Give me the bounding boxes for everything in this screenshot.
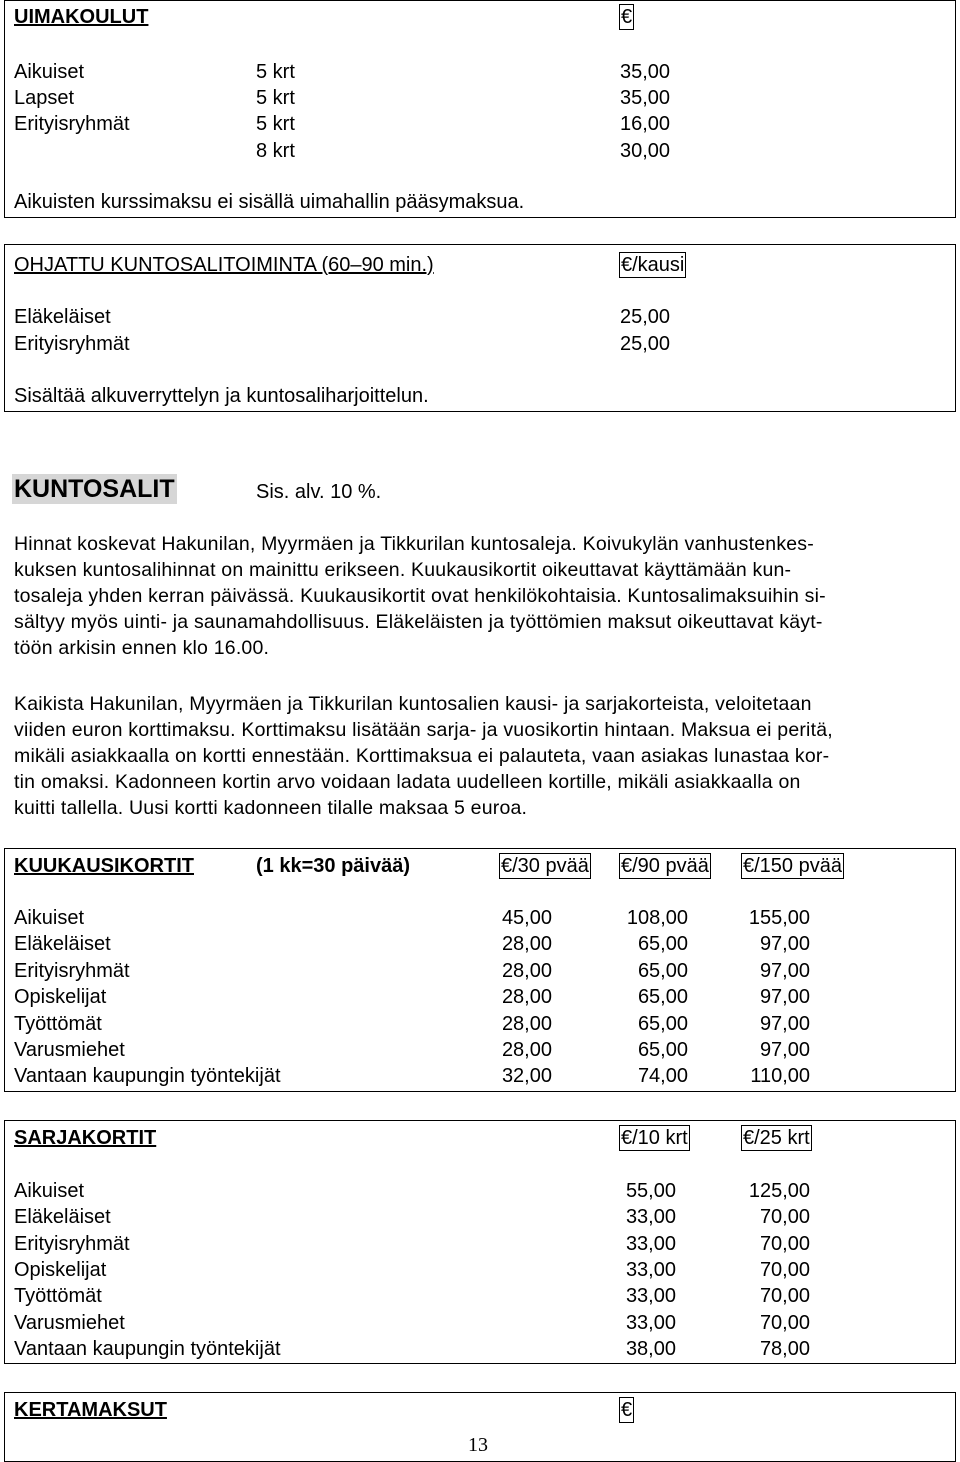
kuntosalit-title: KUNTOSALIT — [14, 475, 175, 503]
kuukausikortit-row-label: Varusmiehet — [14, 1039, 125, 1061]
kuukausikortit-row-90: 108,00 — [626, 907, 688, 929]
sarjakortit-header-25: €/25 krt — [743, 1127, 810, 1149]
sarjakortit-row-label: Opiskelijat — [14, 1258, 107, 1281]
uimakoulut-row-times: 5 krt — [256, 61, 295, 83]
sarjakortit-row-label: Työttömät — [14, 1285, 102, 1308]
paragraph-line: sältyy myös uinti- ja saunamahdollisuus. Eläkeläisten ja työttömien maksut oikeuttavat käyt- — [14, 611, 823, 633]
kuukausikortit-row-label: Vantaan kaupungin työntekijät — [14, 1065, 281, 1088]
uimakoulut-row-price: 30,00 — [620, 140, 671, 162]
kuukausikortit-row-30: 28,00 — [501, 1012, 552, 1035]
paragraph-line: kuksen kuntosalihinnat on mainittu erikseen. Kuukausikortit oikeuttavat käyttämään kun- — [14, 559, 792, 581]
ohjattu-note: Sisältää alkuverryttelyn ja kuntosaliharjoittelun. — [14, 385, 429, 407]
sarjakortit-row-label: Varusmiehet — [14, 1311, 125, 1334]
sarjakortit-row-25: 78,00 — [759, 1337, 810, 1360]
paragraph-line: mikäli asiakkaalla on kortti ennestään. Korttimaksua ei palauteta, vaan asiakas lunastaa kor- — [14, 745, 830, 767]
kuukausikortit-row-90: 65,00 — [637, 959, 688, 982]
uimakoulut-row-label: Lapset — [14, 87, 75, 109]
sarjakortit-title: SARJAKORTIT — [14, 1127, 157, 1149]
sarjakortit-row-label: Aikuiset — [14, 1180, 85, 1202]
kuukausikortit-row-150: 110,00 — [750, 1065, 810, 1088]
sarjakortit-row-10: 55,00 — [625, 1180, 676, 1202]
ohjattu-row-label: Erityisryhmät — [14, 333, 130, 355]
sarjakortit-section — [4, 1120, 956, 1364]
uimakoulut-row-price: 35,00 — [620, 61, 671, 83]
uimakoulut-row-label: Aikuiset — [14, 61, 85, 83]
ohjattu-row-price: 25,00 — [620, 333, 671, 355]
kuntosalit-paragraph-2 — [14, 691, 924, 821]
sarjakortit-row-25: 125,00 — [748, 1180, 810, 1202]
sarjakortit-row-25: 70,00 — [759, 1285, 810, 1308]
kuukausikortit-subtitle: (1 kk=30 päivää) — [256, 855, 410, 877]
paragraph-line: töön arkisin ennen klo 16.00. — [14, 637, 270, 659]
uimakoulut-row-times: 8 krt — [256, 140, 295, 162]
kuukausikortit-row-150: 155,00 — [748, 907, 810, 929]
kuukausikortit-header-30: €/30 pvää — [501, 855, 589, 877]
kuukausikortit-row-label: Aikuiset — [14, 907, 85, 929]
sarjakortit-row-25: 70,00 — [759, 1258, 810, 1281]
kuukausikortit-row-150: 97,00 — [759, 986, 810, 1009]
uimakoulut-currency-header: € — [621, 6, 633, 28]
sarjakortit-header-10: €/10 krt — [621, 1127, 688, 1149]
kuntosalit-vat: Sis. alv. 10 %. — [256, 481, 382, 503]
sarjakortit-row-label: Vantaan kaupungin työntekijät — [14, 1337, 281, 1360]
kuukausikortit-row-90: 65,00 — [637, 1012, 688, 1035]
uimakoulut-row-times: 5 krt — [256, 113, 295, 135]
sarjakortit-row-10: 38,00 — [625, 1337, 676, 1360]
sarjakortit-row-25: 70,00 — [759, 1206, 810, 1229]
kuukausikortit-row-150: 97,00 — [759, 1012, 810, 1035]
paragraph-line: kuitti tallella. Uusi kortti kadonneen tilalle maksaa 5 euroa. — [14, 797, 528, 819]
uimakoulut-title: UIMAKOULUT — [14, 6, 149, 28]
paragraph-line: tin omaksi. Kadonneen kortin arvo voidaan ladata uudelleen kortille, mikäli asiakkaalla on — [14, 771, 801, 793]
kuukausikortit-row-label: Opiskelijat — [14, 986, 107, 1009]
sarjakortit-row-10: 33,00 — [625, 1258, 676, 1281]
ohjattu-row-label: Eläkeläiset — [14, 306, 111, 328]
ohjattu-unit-header: €/kausi — [621, 254, 685, 276]
kuukausikortit-row-30: 28,00 — [501, 933, 552, 956]
kuukausikortit-row-30: 45,00 — [501, 907, 552, 929]
sarjakortit-row-25: 70,00 — [759, 1311, 810, 1334]
sarjakortit-row-10: 33,00 — [625, 1232, 676, 1255]
kuukausikortit-row-150: 97,00 — [759, 959, 810, 982]
kuukausikortit-row-label: Työttömät — [14, 1012, 102, 1035]
uimakoulut-section — [4, 0, 956, 218]
kuukausikortit-title: KUUKAUSIKORTIT — [14, 855, 194, 877]
kuukausikortit-row-150: 97,00 — [759, 1039, 810, 1061]
sarjakortit-row-10: 33,00 — [625, 1311, 676, 1334]
kuukausikortit-row-label: Erityisryhmät — [14, 959, 130, 982]
kuntosalit-paragraph-1 — [14, 531, 924, 661]
paragraph-line: Kaikista Hakunilan, Myyrmäen ja Tikkurilan kuntosalien kausi- ja sarjakorteista, veloitetaan — [14, 693, 812, 715]
kuukausikortit-row-label: Eläkeläiset — [14, 933, 111, 956]
sarjakortit-row-10: 33,00 — [625, 1285, 676, 1308]
sarjakortit-row-25: 70,00 — [759, 1232, 810, 1255]
uimakoulut-row-label: Erityisryhmät — [14, 113, 130, 135]
kuukausikortit-row-150: 97,00 — [759, 933, 810, 956]
page-number: 13 — [468, 1434, 488, 1456]
kuukausikortit-header-90: €/90 pvää — [621, 855, 709, 877]
paragraph-line: tosaleja yhden kerran päivässä. Kuukausikortit ovat henkilökohtaisia. Kuntosalimaksuihin si- — [14, 585, 826, 607]
paragraph-line: Hinnat koskevat Hakunilan, Myyrmäen ja Tikkurilan kuntosaleja. Koivukylän vanhustenkes- — [14, 533, 814, 555]
uimakoulut-row-times: 5 krt — [256, 87, 295, 109]
kuukausikortit-row-90: 65,00 — [637, 933, 688, 956]
kuukausikortit-row-30: 28,00 — [501, 1039, 552, 1061]
uimakoulut-row-price: 35,00 — [620, 87, 671, 109]
kuukausikortit-row-30: 28,00 — [501, 986, 552, 1009]
uimakoulut-row-price: 16,00 — [620, 113, 671, 135]
paragraph-line: viiden euron korttimaksu. Korttimaksu lisätään sarja- ja vuosikortin hintaan. Maksua ei peritä, — [14, 719, 833, 741]
kuukausikortit-row-90: 74,00 — [637, 1065, 688, 1088]
ohjattu-title: OHJATTU KUNTOSALITOIMINTA (60–90 min.) — [14, 254, 434, 276]
ohjattu-row-price: 25,00 — [620, 306, 671, 328]
kertamaksut-currency-header: € — [621, 1399, 633, 1421]
sarjakortit-row-label: Eläkeläiset — [14, 1206, 111, 1229]
sarjakortit-row-label: Erityisryhmät — [14, 1232, 130, 1255]
kuukausikortit-header-150: €/150 pvää — [743, 855, 842, 877]
kuukausikortit-row-90: 65,00 — [637, 1039, 688, 1061]
uimakoulut-note: Aikuisten kurssimaksu ei sisällä uimahallin pääsymaksua. — [14, 191, 525, 213]
sarjakortit-row-10: 33,00 — [625, 1206, 676, 1229]
kuukausikortit-row-90: 65,00 — [637, 986, 688, 1009]
kertamaksut-title: KERTAMAKSUT — [14, 1399, 167, 1421]
kuukausikortit-row-30: 28,00 — [501, 959, 552, 982]
kuukausikortit-row-30: 32,00 — [501, 1065, 552, 1088]
